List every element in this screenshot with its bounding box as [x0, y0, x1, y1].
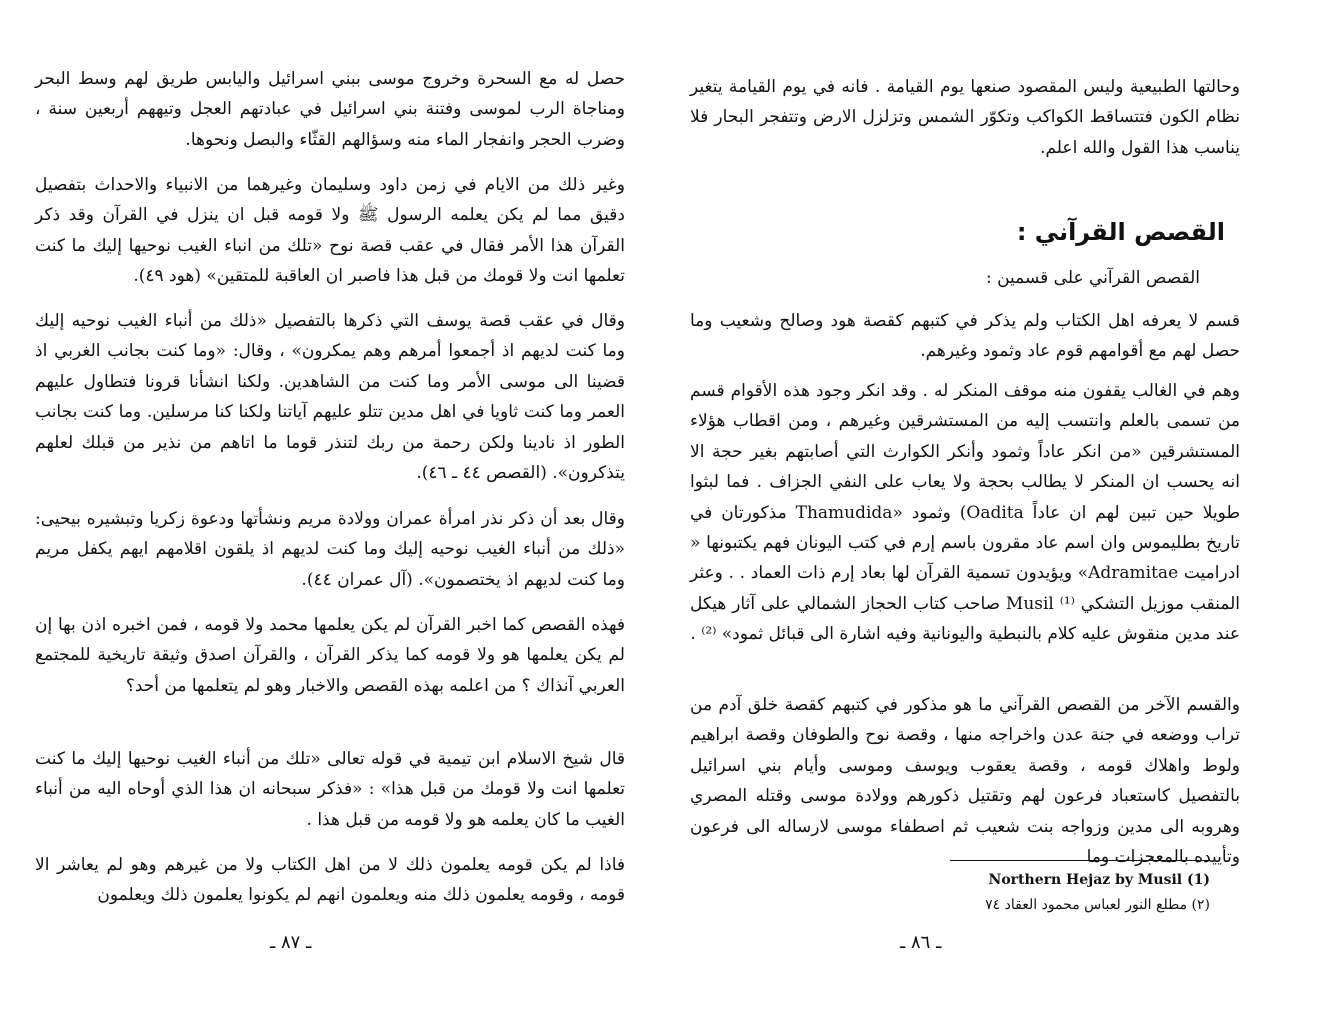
right-paragraph-2: وهم في الغالب يقفون منه موقف المنكر له . وقد انكر وجود هذه الأقوام قسم من تسمى بالعلم وانتسب إليه من المستشرقين وغيرهم ، ومن اقطاب هؤلاء المستشرقين «من انكر عاداً وثمود وأنكر الكوارث التي أصابتهم بغير حجة الا انه يحسب ان المنكر لا يطالب بحجة ولا يعاب على النفي الجزاف . فما لبثوا طويلا حين تبين لهم ان عاداً Oadita) وثمود «Thamudida مذكورتان في تاريخ بطليموس وان اسم عاد مقرون باسم إرم في كتب اليونان فهم يكتبونها « ادراميت Adramitae» ويؤيدون تسمية القرآن لها بعاد إرم ذات العماد . . وعثر المنقب موزيل التشكي Musil ⁽¹⁾ صاحب كتاب الحجاز الشمالي على آثار هيكل عند مدين منقوش عليه كلام بالنبطية واليونانية وفيه اشارة الى قبائل ثمود» ⁽²⁾ .	[690, 381, 1241, 645]
left-paragraph-1: حصل له مع السحرة وخروج موسى ببني اسرائيل واليابس طريق لهم وسط البحر ومناجاة الرب لموسى وفتنة بني اسرائيل في عبادتهم العجل وتيههم أربعين سنة ، وضرب الحجر وانفجار الماء منه وسؤالهم القثّاء والبصل ونحوها.	[35, 69, 625, 150]
section-subheading: القصص القرآني على قسمين :	[985, 268, 1200, 288]
right-paragraph-3: والقسم الآخر من القصص القرآني ما هو مذكور في كتبهم كقصة خلق آدم من تراب ووضعه في جنة عدن واخراجه منها ، وقصة نوح والطوفان وقصة ابراهيم ولوط واهلاك قومه ، وقصة يعقوب ويوسف وموسى وأيام بني اسرائيل بالتفصيل كاستعباد فرعون لهم وتقتيل ذكورهم وولادة موسى وقتله المصري وهروبه الى مدين وزواجه بنت شعيب ثم اصطفاء موسى لارساله الى فرعون وتأييده بالمعجزات وما	[690, 695, 1240, 868]
footnote-1: (1) Northern Hejaz by Musil	[988, 872, 1210, 888]
right-paragraph-1: قسم لا يعرفه اهل الكتاب ولم يذكر في كتبهم كقصة هود وصالح وشعيب وما حصل لهم مع أقوامهم قوم عاد وثمود وغيرهم.	[690, 311, 1240, 362]
left-paragraph-7: فاذا لم يكن قومه يعلمون ذلك لا من اهل الكتاب ولا من غيرهم وهو لم يعاشر الا قومه ، وقومه يعلمون ذلك منه ويعلمون انهم لم يكونوا يعلمون ذلك ويعلمون	[35, 855, 625, 906]
right-page-number: ـ ٨٦ ـ	[900, 932, 942, 953]
left-paragraph-4: وقال بعد أن ذكر نذر امرأة عمران وولادة مريم ونشأتها ودعوة زكريا وتبشيره بيحيى: «ذلك من أنباء الغيب نوحيه إليك وما كنت لديهم اذ يلقون اقلامهم ايهم يكفل مريم وما كنت لديهم اذ يختصمون». (آل عمران ٤٤).	[35, 509, 625, 590]
footnote-2: (٢) مطلع النور لعباس محمود العقاد ٧٤	[985, 897, 1210, 913]
left-paragraph-5: فهذه القصص كما اخبر القرآن لم يكن يعلمها محمد ولا قومه ، فمن اخبره اذن بها إن لم يكن يعلمها هو ولا قومه كما يذكر القرآن ، والقرآن اصدق وثيقة تاريخية للمجتمع العربي آنذاك ؟ من اعلمه بهذه القصص والاخبار وهو لم يتعلمها من أحد؟	[35, 615, 625, 696]
left-paragraph-3: وقال في عقب قصة يوسف التي ذكرها بالتفصيل «ذلك من أنباء الغيب نوحيه إليك وما كنت لديهم اذ أجمعوا أمرهم وهم يمكرون» ، وقال: «وما كنت بجانب الغربي اذ قضينا الى موسى الأمر وما كنت من الشاهدين. ولكنا انشأنا قرونا فتطاول عليهم العمر وما كنت ثاويا في اهل مدين تتلو عليهم آياتنا ولكنا كنا مرسلين. وما كنت بجانب الطور اذ نادينا ولكن رحمة من ربك لتنذر قوما ما اتاهم من نذير من قبلك لعلهم يتذكرون». (القصص ٤٤ ـ ٤٦).	[35, 311, 625, 484]
footnote-divider	[950, 860, 1210, 861]
left-paragraph-2: وغير ذلك من الايام في زمن داود وسليمان وغيرهما من الانبياء والاحداث بتفصيل دقيق مما لم يكن يعلمه الرسول ﷺ ولا قومه قبل ان ينزل في القرآن وقد ذكر القرآن هذا الأمر فقال في عقب قصة نوح «تلك من انباء الغيب نوحيها إليك ما كنت تعلمها انت ولا قومك من قبل هذا فاصبر ان العاقبة للمتقين» (هود ٤٩).	[35, 175, 625, 287]
section-heading: القصص القرآني :	[1016, 218, 1225, 246]
right-intro-paragraph: وحالتها الطبيعية وليس المقصود صنعها يوم القيامة . فانه في يوم القيامة يتغير نظام الكون فتتساقط الكواكب وتكوّر الشمس وتزلزل الارض وتتفجر البحار فلا يناسب هذا القول والله اعلم.	[690, 77, 1240, 158]
left-paragraph-6: قال شيخ الاسلام ابن تيمية في قوله تعالى «تلك من أنباء الغيب نوحيها إليك ما كنت تعلمها انت ولا قومك من قبل هذا» : «فذكر سبحانه ان هذا الذي أوحاه اليه من أنباء الغيب ما كان يعلمه هو ولا قومه من قبل هذا .	[35, 749, 625, 830]
right-page	[660, 0, 1320, 1020]
left-page-number: ـ ٨٧ ـ	[270, 932, 312, 953]
